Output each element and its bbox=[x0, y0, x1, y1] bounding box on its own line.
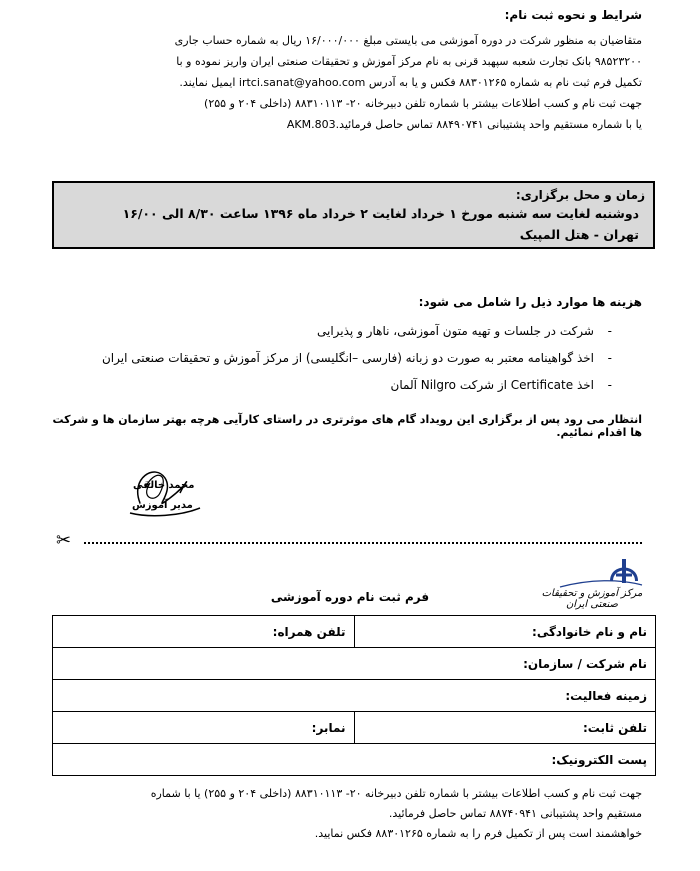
cost-item: - اخذ Certificate از شرکت Nilgro آلمان bbox=[52, 372, 612, 399]
activity-field[interactable] bbox=[53, 680, 656, 712]
phone-field[interactable] bbox=[354, 712, 656, 744]
cost-item: - اخذ گواهینامه معتبر به صورت دو زبانه (فارسی –انگلیسی) از مرکز آموزش و تحقیقات صنعتی ایران bbox=[52, 345, 612, 372]
scissors-icon: ✂ bbox=[56, 530, 72, 551]
table-row bbox=[53, 712, 656, 744]
email-label: پست الکترونیک: bbox=[551, 752, 647, 767]
name-field[interactable] bbox=[354, 616, 656, 648]
conditions-line: ۹۸۵۲۳۲۰۰ بانک تجارت شعبه سپهبد قرنی به نام مرکز آموزش و تحقیقات صنعتی ایران واریز نموده و با bbox=[176, 55, 642, 68]
mobile-field[interactable] bbox=[53, 616, 355, 648]
mobile-label: تلفن همراه: bbox=[272, 624, 346, 639]
phone-label: تلفن ثابت: bbox=[582, 720, 647, 735]
cut-line-divider bbox=[84, 542, 642, 544]
signature-role: مدیر آموزش bbox=[132, 500, 193, 511]
signature-scribble-icon bbox=[110, 458, 210, 528]
conditions-line: یا با شماره مستقیم واحد پشتیبانی ۸۸۴۹۰۷۴۱ تماس حاصل فرمائید.AKM.803 bbox=[286, 118, 642, 131]
fax-label: نمابر: bbox=[311, 720, 346, 735]
event-place: تهران - هتل المپیک bbox=[519, 227, 639, 242]
event-info-box bbox=[52, 181, 655, 249]
table-row bbox=[53, 680, 656, 712]
logo-text: مرکز آموزش و تحقیقات صنعتی ایران bbox=[541, 588, 643, 610]
signature-name: محمد خالقی bbox=[133, 480, 195, 491]
footer-text bbox=[42, 784, 642, 844]
name-label: نام و نام خانوادگی: bbox=[532, 624, 647, 639]
closing-text: انتظار می رود پس از برگزاری این رویداد گام های موثرتری در راستای کارآیی هرچه بهتر سازمان ها و شرکت ها اقدام نمائیم. bbox=[52, 413, 642, 439]
table-row bbox=[53, 648, 656, 680]
fax-field[interactable] bbox=[53, 712, 355, 744]
activity-label: زمینه فعالیت: bbox=[565, 688, 647, 703]
email-field[interactable] bbox=[53, 744, 656, 776]
costs-title: هزینه ها موارد ذیل را شامل می شود: bbox=[418, 295, 642, 309]
conditions-line: تکمیل فرم ثبت نام به شماره ۸۸۳۰۱۲۶۵ فکس و یا به آدرس irtci.sanat@yahoo.com ایمیل نمایند. bbox=[179, 76, 642, 89]
conditions-line: جهت ثبت نام و کسب اطلاعات بیشتر با شماره تلفن دبیرخانه ۲۰- ۸۸۳۱۰۱۱۳ (داخلی ۲۰۴ و ۲۵۵) bbox=[204, 97, 642, 110]
company-label: نام شرکت / سازمان: bbox=[523, 656, 647, 671]
costs-list bbox=[52, 318, 612, 399]
conditions-title: شرایط و نحوه ثبت نام: bbox=[504, 8, 642, 22]
registration-form-table bbox=[52, 615, 656, 776]
company-field[interactable] bbox=[53, 648, 656, 680]
event-title: زمان و محل برگزاری: bbox=[515, 188, 645, 202]
conditions-line: متقاضیان به منظور شرکت در دوره آموزشی می بایستی مبلغ ۱۶/۰۰۰/۰۰۰ ریال به شماره حساب جاری bbox=[174, 34, 642, 47]
footer-line: جهت ثبت نام و کسب اطلاعات بیشتر با شماره تلفن دبیرخانه ۲۰- ۸۸۳۱۰۱۱۳ (داخلی ۲۰۴ و ۲۵۵) یا با شماره bbox=[150, 787, 642, 800]
footer-line: خواهشمند است پس از تکمیل فرم را به شماره ۸۸۳۰۱۲۶۵ فکس نمایید. bbox=[314, 827, 642, 840]
form-title: فرم ثبت نام دوره آموزشی bbox=[270, 590, 430, 604]
conditions-body bbox=[42, 30, 642, 135]
cost-item: - شرکت در جلسات و تهیه متون آموزشی، ناهار و پذیرایی bbox=[52, 318, 612, 345]
table-row bbox=[53, 616, 656, 648]
table-row bbox=[53, 744, 656, 776]
footer-line: مستقیم واحد پشتیبانی ۸۸۷۴۰۹۴۱ تماس حاصل فرمائید. bbox=[388, 807, 642, 820]
event-date: دوشنبه لغایت سه شنبه مورخ ۱ خرداد لغایت ۲ خرداد ماه ۱۳۹۶ ساعت ۸/۳۰ الی ۱۶/۰۰ bbox=[122, 206, 639, 221]
